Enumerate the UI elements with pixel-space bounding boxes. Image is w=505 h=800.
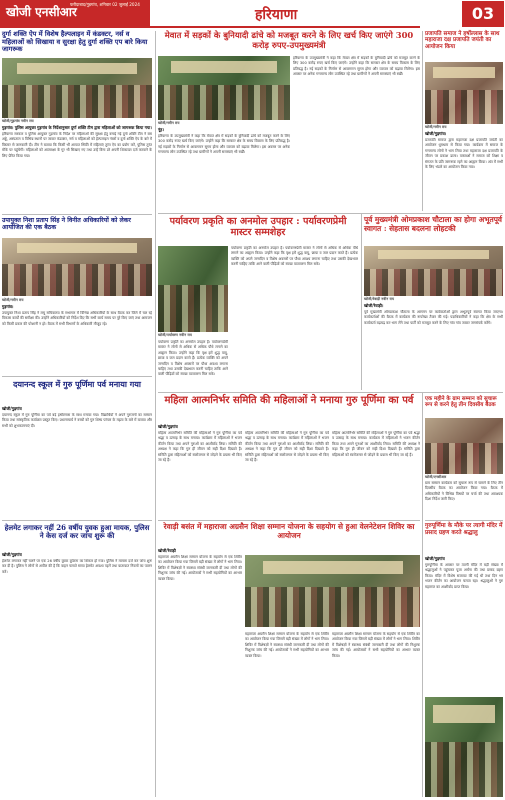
story-8-photo (364, 246, 503, 296)
story-6-byline: खोजी/गुड़गांव। (425, 131, 447, 136)
story-9-body-cont2: महिला आत्मनिर्भर समिति की महिलाओं ने गुरु पूर्णिमा का पर्व श्रद्धा व उत्साह के साथ मनाया। कार्यक्रम में महिलाओं ने भजन कीर्तन किया तथा अपने गुरुओं का आशीर्वाद लिया। समिति की अध्यक्ष ने कहा कि गुरु ही जीवन को सही दिशा दिखाते हैं। समिति द्वारा महिलाओं को स्वरोजगार से जोड़ने के प्रयास भी किए जा रहे हैं। (332, 431, 420, 457)
story-5-caption: खोजी/नवीन राय (158, 121, 180, 125)
story-6-body: प्रजापति समाज द्वारा महाराजा दक्ष प्रजापति जयंती का आयोजन धूमधाम से किया गया। कार्यक्रम में समाज के गणमान्य लोगों ने भाग लिया तथा महाराजा दक्ष प्रजापति के जीवन पर प्रकाश डाला। वक्ताओं ने समाज को शिक्षा व संगठन के प्रति जागरूक रहने का आह्वान किया। अंत में सभी के लिए भंडारे का आयोजन किया गया। (425, 138, 503, 170)
story-7-caption: खोजी/पर्यावरण नवीन राय (158, 333, 192, 337)
masthead-left (0, 0, 150, 28)
story-6-photo (425, 62, 503, 124)
story-3-body: दयानन्द स्कूल में गुरु पूर्णिमा का पर्व बड़े हर्षोल्लास के साथ मनाया गया। विद्यार्थियों ने अपने गुरुजनों का सम्मान किया तथा सांस्कृतिक कार्यक्रम प्रस्तुत किए। प्रधानाचार्य ने बच्चों को गुरु शिष्य परंपरा के महत्व के बारे में बताया और सभी को शुभकामनाएं दीं। (2, 413, 152, 428)
story-10-headline: रेवाड़ी बसंत में महाराजा अग्रसैन शिक्षा सम्मान योजना के सहयोग से हुआ वेलनेटेशन शिविर का आयोजन (163, 522, 415, 540)
story-1-headline: दुर्गा शक्ति ऐप में विशेष हैल्पलाइन में कंडक्टर, नर्स व महिलाओं को सिखाया व सुरक्षा हेतु दुर्गा शक्ति एप बारे किया जागरूक (2, 30, 148, 54)
story-5-body: हरियाणा के उपमुख्यमंत्री ने कहा कि मेवात क्षेत्र में सड़कों के बुनियादी ढांचे को मजबूत करने के लिए 300 करोड़ रुपए खर्च किए जाएंगे। उन्होंने कहा कि सरकार क्षेत्र के समग्र विकास के लिए प्रतिबद्ध है। नई सड़कों के निर्माण से आवागमन सुगम होगा और व्यापार को बढ़ावा मिलेगा। इस अवसर पर अनेक गणमान्य लोग उपस्थित रहे तथा ग्रामीणों ने अपनी समस्याएं भी रखीं। (158, 134, 290, 155)
story-11-headline: एक महीने के ग्राम सम्मान को सुचारू रूप से करने हेतु तीन दिवसीय बैठक (425, 396, 497, 409)
story-7-photo (158, 246, 228, 332)
story-9-body-cont: महिला आत्मनिर्भर समिति की महिलाओं ने गुरु पूर्णिमा का पर्व श्रद्धा व उत्साह के साथ मनाया। कार्यक्रम में महिलाओं ने भजन कीर्तन किया तथा अपने गुरुओं का आशीर्वाद लिया। समिति की अध्यक्ष ने कहा कि गुरु ही जीवन को सही दिशा दिखाते हैं। समिति द्वारा महिलाओं को स्वरोजगार से जोड़ने के प्रयास भी किए जा रहे हैं। (245, 431, 329, 463)
page-number: 03 (462, 1, 504, 27)
story-2-byline: गुड़गांव। (2, 304, 14, 309)
story-1-caption: खोजी/गुड़गांव नवीन राय (2, 119, 34, 123)
story-8-body: पूर्व मुख्यमंत्री ओमप्रकाश चौटाला के आगमन पर कार्यकर्ताओं द्वारा अभूतपूर्व स्वागत किया जाएगा। कार्यकर्ताओं की बैठक में कार्यक्रम की रूपरेखा तैयार की गई। पदाधिकारियों ने कहा कि क्षेत्र के सभी कार्यकर्ता बढ़चढ़ कर भाग लेंगे तथा पार्टी को मजबूत करने के लिए गांव गांव जाकर जनसंपर्क करेंगे। (364, 310, 503, 325)
story-5-photo (158, 56, 290, 120)
story-8-byline: खोजी/रेवाड़ी। (364, 303, 384, 308)
story-2-caption: खोजी/नवीन राय (2, 298, 24, 302)
story-12-body: गुरुपूर्णिमा के अवसर पर त्यागी मंदिर में बड़ी संख्या में श्रद्धालुओं ने पहुंचकर पूजा अर्चना की तथा प्रसाद ग्रहण किया। मंदिर में विशेष सजावट की गई थी तथा दिन भर भजन कीर्तन का आयोजन चलता रहा। श्रद्धालुओं ने गुरु महाराज का आशीर्वाद प्राप्त किया। (425, 563, 503, 589)
story-1-body: हरियाणा सरकार व पुलिस आयुक्त गुड़गांव के निर्देश पर महिलाओं की सुरक्षा हेतु बनाई गई दुर्गा शक्ति टीम ने बस अड्डे, अस्पताल व विभिन्न स्थानों पर जाकर कंडक्टर, नर्स व महिलाओं को हेल्पलाइन नंबरों व दुर्गा शक्ति ऐप के बारे में विस्तार से जानकारी दी। टीम ने बताया कि किसी भी आपात स्थिति में महिलाएं तुरंत ऐप का प्रयोग करें, पुलिस तुरंत मौके पर पहुंचेगी। महिलाओं को आत्मरक्षा के गुर भी सिखाए गए तथा उन्हें बिना डरे अपनी शिकायत दर्ज करवाने के लिए प्रेरित किया गया। (2, 132, 152, 158)
story-2-body: उपायुक्त निशा प्रताप सिंह ने लघु सचिवालय के सभागार में विभिन्न अधिकारियों के साथ बैठक कर जिले में चल रहे विकास कार्यों की समीक्षा की। उन्होंने अधिकारियों को निर्देश दिए कि सभी कार्य समय पर पूरे किए जाएं तथा आमजन को किसी प्रकार की परेशानी न हो। बैठक में सभी विभागों के अधिकारी मौजूद रहे। (2, 311, 152, 326)
story-10-byline: खोजी/रेवाड़ी (158, 548, 176, 553)
story-7-body: पर्यावरण प्रकृति का अनमोल उपहार है। पर्यावरणप्रेमी मास्टर ने लोगों से अधिक से अधिक पौधे लगाने का आह्वान किया। उन्होंने कहा कि वृक्ष हमें शुद्ध वायु, छाया व जल प्रदान करते हैं। प्रत्येक व्यक्ति को अपने जन्मदिन व विशेष अवसरों पर पौधा अवश्य लगाना चाहिए तथा उसकी देखभाल करनी चाहिए ताकि आने वाली पीढ़ियों को स्वच्छ वातावरण मिल सके। (231, 246, 358, 267)
section-title: हरियाणा (255, 7, 298, 23)
story-12-byline: खोजी/गुड़गांव (425, 556, 445, 561)
story-7-headline: पर्यावरण प्रकृति का अनमोल उपहार : पर्यावरणप्रेमी मास्टर सम्मशेहर (169, 216, 347, 239)
story-6-caption: खोजी/नवीन राय (425, 125, 447, 129)
story-12-headline: गुरुपूर्णिमा के मौके पर त्यागी मंदिर में प्रसाद ग्रहण करते श्रद्धालु (425, 523, 503, 536)
story-11-photo (425, 418, 503, 474)
story-10-body-cont2: महाराजा अग्रसैन शिक्षा सम्मान योजना के सहयोग से एक शिविर का आयोजन किया गया जिसमें बड़ी संख्या में लोगों ने भाग लिया। शिविर में विशेषज्ञों ने स्वास्थ्य संबंधी जानकारी दी तथा लोगों की निशुल्क जांच की गई। आयोजकों ने सभी सहयोगियों का आभार व्यक्त किया। (332, 632, 420, 658)
story-8-headline: पूर्व मुख्यमंत्री ओमप्रकाश चौटाला का होगा अभूतपूर्व स्वागत : सेहतास बदलना लोहटकी (364, 215, 503, 233)
story-10-body: महाराजा अग्रसैन शिक्षा सम्मान योजना के सहयोग से एक शिविर का आयोजन किया गया जिसमें बड़ी संख्या में लोगों ने भाग लिया। शिविर में विशेषज्ञों ने स्वास्थ्य संबंधी जानकारी दी तथा लोगों की निशुल्क जांच की गई। आयोजकों ने सभी सहयोगियों का आभार व्यक्त किया। (158, 555, 242, 581)
story-2-headline: उपायुक्त निशा प्रताप सिंह ने विनीत अधिकारियों को लेकर आयोजित की एक बैठक (2, 217, 131, 232)
masthead-center (150, 0, 420, 28)
story-12-photo (425, 697, 503, 797)
story-9-headline: महिला आत्मनिर्भर समिति की महिलाओं ने मनाया गुरु पूर्णिमा का पर्व (164, 395, 414, 406)
story-9-byline: खोजी/गुड़गांव (158, 424, 178, 429)
story-1-byline: गुड़गांव। पुलिस आयुक्त गुड़गांव के निर्देशानुसार दुर्गा शक्ति टीम द्वारा महिलाओं को जागरूक किया गया। (2, 125, 152, 130)
edition-date: फरीदाबाद/गुड़गांव, शनिवार 02 जुलाई 2024 (70, 2, 140, 7)
story-11-body: ग्राम सम्मान कार्यक्रम को सुचारू रूप से चलाने के लिए तीन दिवसीय बैठक का आयोजन किया गया। बैठक में अधिकारियों ने विभिन्न विषयों पर चर्चा की तथा आवश्यक दिशा निर्देश जारी किए। (425, 481, 503, 502)
story-10-body-cont: महाराजा अग्रसैन शिक्षा सम्मान योजना के सहयोग से एक शिविर का आयोजन किया गया जिसमें बड़ी संख्या में लोगों ने भाग लिया। शिविर में विशेषज्ञों ने स्वास्थ्य संबंधी जानकारी दी तथा लोगों की निशुल्क जांच की गई। आयोजकों ने सभी सहयोगियों का आभार व्यक्त किया। (245, 632, 329, 658)
story-5-headline: मेवात में सड़कों के बुनियादी ढांचे को मजबूत करने के लिए खर्च किए जाएंगे 300 करोड़ रुपए-उपमुख्यमंत्री (164, 30, 414, 50)
story-10-photo (245, 555, 420, 627)
story-3-headline: दयानन्द स्कूल में गुरु पूर्णिमा पर्व मनाया गया (13, 379, 141, 389)
story-4-byline: खोजी/गुड़गांव (2, 552, 22, 557)
story-5-body-cont: हरियाणा के उपमुख्यमंत्री ने कहा कि मेवात क्षेत्र में सड़कों के बुनियादी ढांचे को मजबूत करने के लिए 300 करोड़ रुपए खर्च किए जाएंगे। उन्होंने कहा कि सरकार क्षेत्र के समग्र विकास के लिए प्रतिबद्ध है। नई सड़कों के निर्माण से आवागमन सुगम होगा और व्यापार को बढ़ावा मिलेगा। इस अवसर पर अनेक गणमान्य लोग उपस्थित रहे तथा ग्रामीणों ने अपनी समस्याएं भी रखीं। (293, 56, 420, 77)
story-8-caption: खोजी/रेवाड़ी नवीन राय (364, 297, 394, 301)
story-9-body: महिला आत्मनिर्भर समिति की महिलाओं ने गुरु पूर्णिमा का पर्व श्रद्धा व उत्साह के साथ मनाया। कार्यक्रम में महिलाओं ने भजन कीर्तन किया तथा अपने गुरुओं का आशीर्वाद लिया। समिति की अध्यक्ष ने कहा कि गुरु ही जीवन को सही दिशा दिखाते हैं। समिति द्वारा महिलाओं को स्वरोजगार से जोड़ने के प्रयास भी किए जा रहे हैं। (158, 431, 242, 463)
story-7-body-cont: पर्यावरण प्रकृति का अनमोल उपहार है। पर्यावरणप्रेमी मास्टर ने लोगों से अधिक से अधिक पौधे लगाने का आह्वान किया। उन्होंने कहा कि वृक्ष हमें शुद्ध वायु, छाया व जल प्रदान करते हैं। प्रत्येक व्यक्ति को अपने जन्मदिन व विशेष अवसरों पर पौधा अवश्य लगाना चाहिए तथा उसकी देखभाल करनी चाहिए ताकि आने वाली पीढ़ियों को स्वच्छ वातावरण मिल सके। (158, 340, 228, 377)
story-11-caption: खोजी/एनसीआर (425, 475, 447, 479)
story-6-headline: प्रजापति समाज ने हर्षोल्लास के साथ महाराजा दक्ष प्रजापति जयंती का आयोजन किया (425, 31, 500, 50)
story-4-headline: हेलमेट लगाकर नहीं 26 वर्षीय युवक हुआ मायक, पुलिस ने केस दर्ज कर जांच शुरू की (4, 523, 150, 541)
story-2-photo (2, 238, 152, 296)
story-1-photo (2, 58, 152, 118)
brand-name: खोजी एनसीआर (6, 5, 77, 19)
story-5-byline: नूंह। (158, 127, 164, 132)
story-4-body: हेलमेट लगाकर नहीं चलने पर एक 26 वर्षीय युवक दुर्घटना का शिकार हो गया। पुलिस ने मामला दर्ज कर जांच शुरू कर दी है। पुलिस ने लोगों से अपील की है कि वाहन चलाते समय हेलमेट अवश्य पहनें तथा यातायात नियमों का पालन करें। (2, 559, 152, 574)
story-3-byline: खोजी/गुड़गांव (2, 406, 22, 411)
